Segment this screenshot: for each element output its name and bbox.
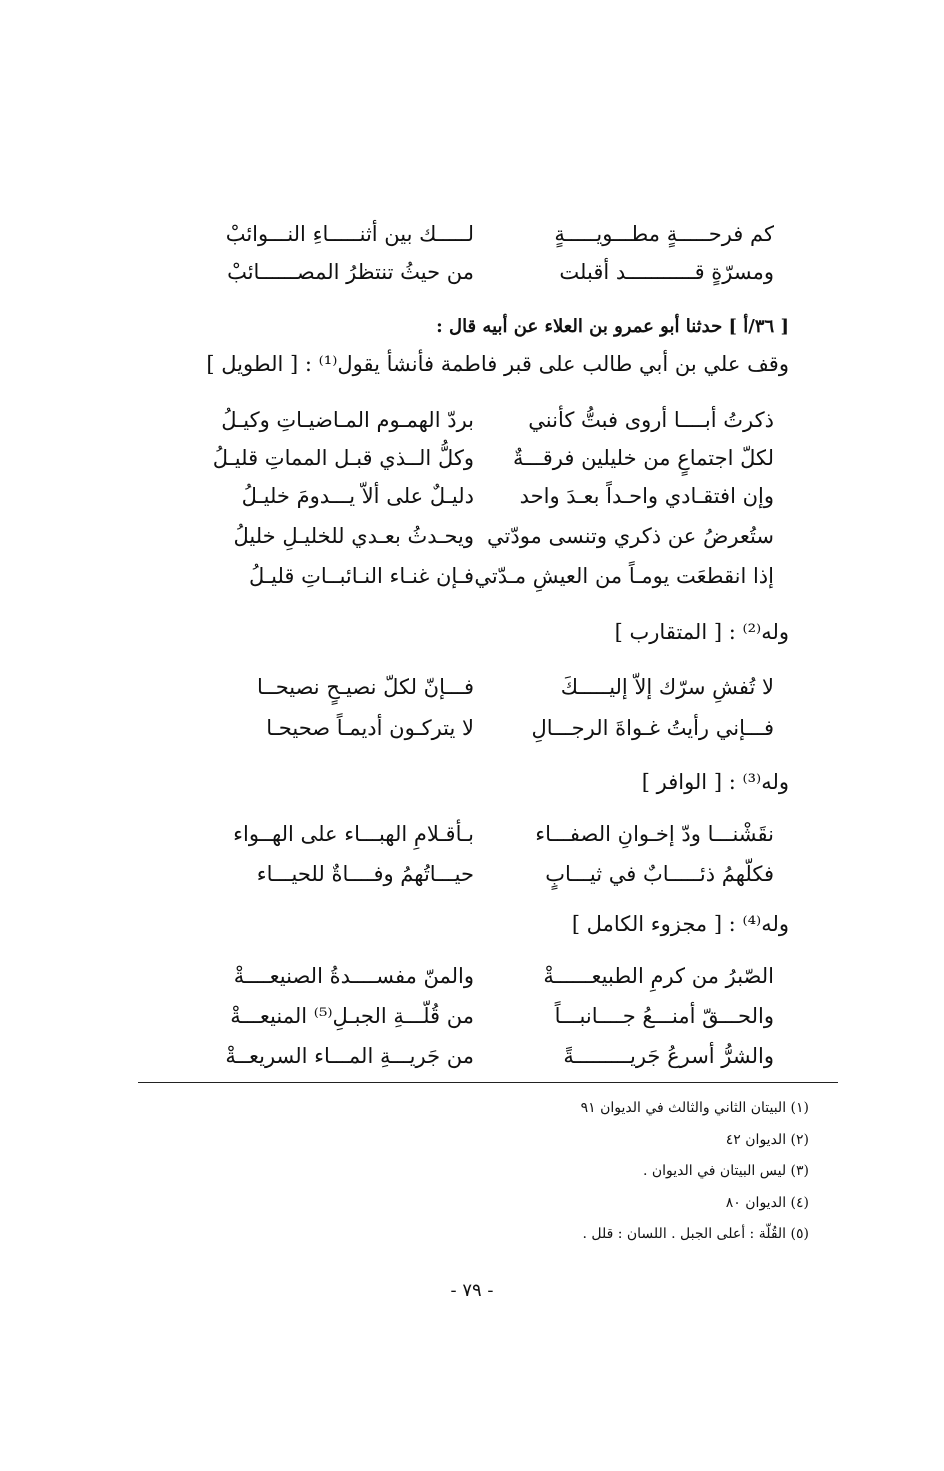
hemistich-left: والمنّ مفســــدةُ الصنيعــــةْ	[233, 964, 474, 988]
hemistich-right: وإن افتقـادي واحـداً بعـدَ واحد	[519, 484, 774, 508]
hemistich-right: ذكرتُ أبــــا أروى فبتُّ كأنني	[528, 408, 774, 432]
hemistich-left: لا يتركـون أديمـاً صحيحـا	[266, 716, 474, 740]
hemistich-left: من جَريـــةِ المـــاء السريعــةْ	[225, 1044, 474, 1068]
hemistich-right: الصّبرُ من كرمِ الطبيعــــــةْ	[543, 964, 774, 988]
section-heading-2: وله⁽²⁾ : [ المتقارب ]	[614, 620, 789, 644]
hemistich-right: لكلّ اجتماعٍ من خليلين فرقـــةٌ	[513, 446, 774, 470]
footnote-3: (٣) ليس البيتان في الديوان .	[642, 1163, 809, 1179]
hemistich-right: إذا انقطعَت يومـاً من العيشِ مـدّتي	[474, 564, 774, 588]
hemistich-left: بـأقـلامِ الهبـــاء على الهــواء	[233, 822, 474, 846]
hemistich-right: لا تُفشِ سرّك إلاّ إليـــــكَ	[560, 675, 774, 699]
hemistich-right: فـــإني رأيتُ غـواةَ الرجـــالِ	[531, 716, 774, 740]
hemistich-left: بردّ الهمـوم المـاضيـاتِ وكيـلُ	[221, 408, 474, 432]
hemistich-left: وكلُّ الــذي قبـل المماتِ قليـلُ	[212, 446, 474, 470]
section-heading-4: وله⁽⁴⁾ : [ مجزوء الكامل ]	[571, 912, 789, 936]
hemistich-right: نقَشْنـــا ودّ إخـوانِ الصفـــاء	[535, 822, 774, 846]
footnote-5: (٥) القُلّة : أعلى الجبل . اللسان : قلل .	[582, 1226, 809, 1242]
hemistich-right: والشرُّ أسرعُ جَريـــــــــةً	[563, 1044, 774, 1068]
hemistich-right: ومسرّةٍ قـــــــــــد أقبلت	[559, 260, 774, 284]
hemistich-left: دليـلٌ على ألاّ يـــدومَ خليـلُ	[241, 484, 474, 508]
hemistich-left: فـــإنّ لكلّ نصيـحٍ نصيحــا	[257, 675, 474, 699]
footnote-4: (٤) الديوان ٨٠	[725, 1195, 809, 1211]
hemistich-left: حيـــاتُهمُ وفــــاةٌ للحيـــاء	[256, 862, 474, 886]
hemistich-right: فكلّهمُ ذئـــــابٌ في ثيـــابٍ	[545, 862, 774, 886]
hemistich-left: من قُلّـــةِ الجبـلِ⁽⁵⁾ المنيعـــةْ	[230, 1004, 474, 1028]
hemistich-left: من حيثُ تنتظرُ المصــــــائبْ	[227, 260, 474, 284]
hemistich-left: ويحـدثُ بعـدي للخليـلِ خليلُ	[233, 524, 474, 548]
hemistich-left: لـــــك بين أثنـــــاءِ النـــوائبْ	[225, 222, 474, 246]
narration-line: [ ٣٦/أ ] حدثنا أبو عمرو بن العلاء عن أبيه قال :	[436, 316, 789, 337]
page-number: - ٧٩ -	[450, 1280, 494, 1301]
footnote-1: (١) البيتان الثاني والثالث في الديوان ٩١	[580, 1100, 809, 1116]
section-heading-3: وله⁽³⁾ : [ الوافر ]	[641, 770, 789, 794]
hemistich-right: كم فرحـــــةٍ مطـــويـــــةٍ	[554, 222, 774, 246]
hemistich-left: فـإن غنـاء النـائبــاتِ قليـلُ	[249, 564, 474, 588]
footnote-2: (٢) الديوان ٤٢	[725, 1132, 809, 1148]
narration-line-2: وقف علي بن أبي طالب على قبر فاطمة فأنشأ يقول⁽¹⁾ : [ الطويل ]	[206, 352, 789, 376]
hemistich-right: والحـــقّ أمنـــعُ جــــانبـــاً	[554, 1004, 774, 1028]
hemistich-right: ستُعرضُ عن ذكري وتنسى مودّتي	[487, 524, 774, 548]
footnote-divider	[138, 1082, 838, 1083]
